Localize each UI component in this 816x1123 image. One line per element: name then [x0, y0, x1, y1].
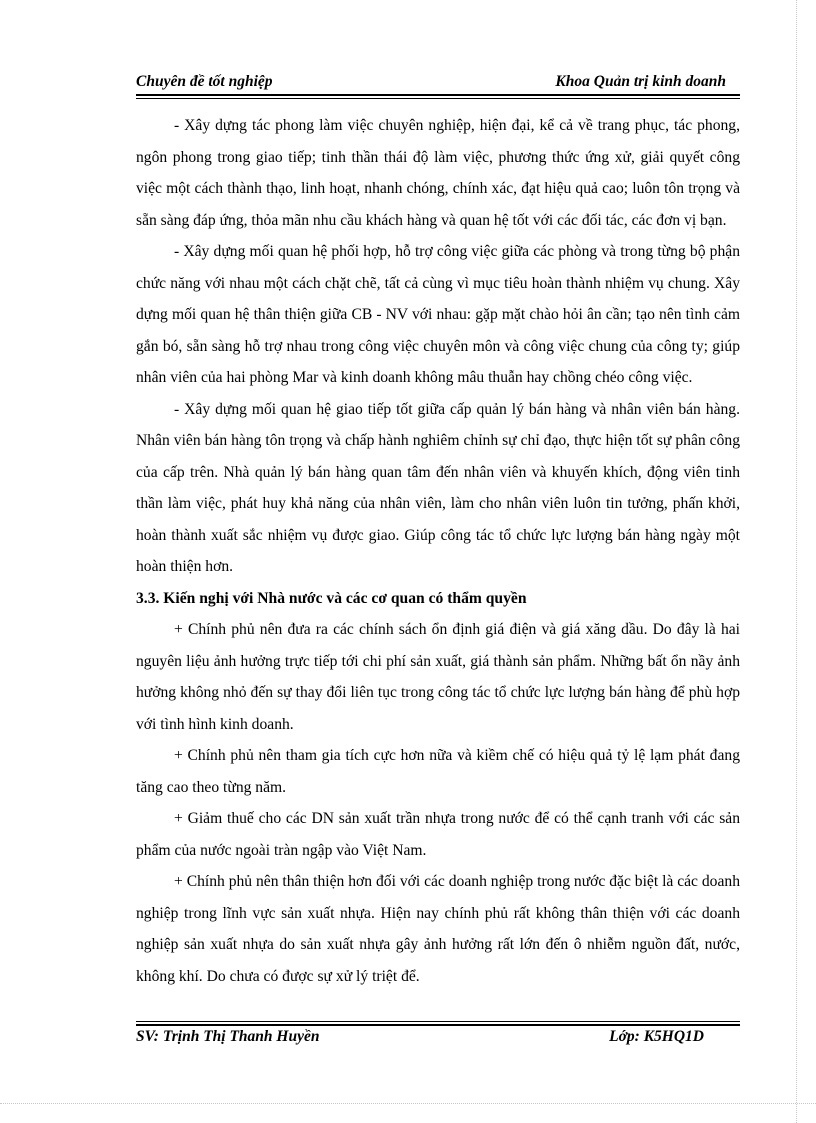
paragraph-work-style: - Xây dựng tác phong làm việc chuyên nghiệp, hiện đại, kể cả về trang phục, tác phong, ngôn phong trong giao tiếp; tinh thần thái độ làm việc, phương thức ứng xử, giải quyết công việc một cách thành thạo, linh hoạt, nhanh chóng, chính xác, đạt hiệu quả cao; luôn tôn trọng và sẵn sàng đáp ứng, thỏa mãn nhu cầu khách hàng và quan hệ tốt với các đối tác, các đơn vị bạn. [136, 117, 740, 229]
paragraph-inflation: + Chính phủ nên tham gia tích cực hơn nữa và kiềm chế có hiệu quả tỷ lệ lạm phát đang tăng cao theo từng năm. [136, 747, 740, 796]
header-rule [136, 94, 740, 96]
page-footer [136, 1028, 740, 1050]
header-faculty: Khoa Quản trị kinh doanh [555, 73, 726, 90]
header-thesis-title: Chuyên đề tốt nghiệp [136, 73, 273, 90]
footer-rule [136, 1024, 740, 1026]
paragraph-government-support: + Chính phủ nên thân thiện hơn đối với các doanh nghiệp trong nước đặc biệt là các doanh nghiệp trong lĩnh vực sản xuất nhựa. Hiện nay chính phủ rất không thân thiện với các doanh nghiệp sản xuất nhựa do sản xuất nhựa gây ảnh hưởng rất lớn đến ô nhiễm nguồn đất, nước, không khí. Do chưa có được sự xử lý triệt để. [136, 873, 740, 985]
page-body [136, 110, 740, 992]
header-rule-thin [136, 98, 740, 99]
paragraph-cooperation: - Xây dựng mối quan hệ phối hợp, hỗ trợ công việc giữa các phòng và trong từng bộ phận chức năng với nhau một cách chặt chẽ, tất cả cùng vì mục tiêu hoàn thành nhiệm vụ chung. Xây dựng mối quan hệ thân thiện giữa CB - NV với nhau: gặp mặt chào hỏi ân cần; tạo nên tình cảm gắn bó, sẵn sàng hỗ trợ nhau trong công việc chuyên môn và công việc chung của công ty; giúp nhân viên của hai phòng Mar và kinh doanh không mâu thuẫn hay chồng chéo công việc. [136, 243, 740, 386]
footer-class: Lớp: K5HQ1D [609, 1028, 704, 1045]
paragraph-communication: - Xây dựng mối quan hệ giao tiếp tốt giữa cấp quản lý bán hàng và nhân viên bán hàng. Nhân viên bán hàng tôn trọng và chấp hành nghiêm chỉnh sự chỉ đạo, thực hiện tốt sự phân công của cấp trên. Nhà quản lý bán hàng quan tâm đến nhân viên và khuyến khích, động viên tinh thần làm việc, phát huy khả năng của nhân viên, làm cho nhân viên luôn tin tưởng, phấn khởi, hoàn thành xuất sắc nhiệm vụ được giao. Giúp công tác tổ chức lực lượng bán hàng ngày một hoàn thiện hơn. [136, 400, 740, 575]
page-header [136, 71, 740, 95]
paragraph-price-policy: + Chính phủ nên đưa ra các chính sách ổn định giá điện và giá xăng dầu. Do đây là hai nguyên liệu ảnh hưởng trực tiếp tới chi phí sản xuất, giá thành sản phẩm. Những bất ổn nầy ảnh hưởng không nhỏ đến sự thay đổi liên tục trong công tác tổ chức lực lượng bán hàng để phù hợp với tình hình kinh doanh. [136, 621, 740, 733]
footer-rule-thin [136, 1021, 740, 1022]
paragraph-tax: + Giảm thuế cho các DN sản xuất trần nhựa trong nước để có thể cạnh tranh với các sản phẩm của nước ngoài tràn ngập vào Việt Nam. [136, 810, 740, 859]
section-heading: 3.3. Kiến nghị với Nhà nước và các cơ quan có thẩm quyền [136, 589, 527, 607]
page-edge-right [796, 0, 797, 1123]
page-edge-bottom [0, 1103, 816, 1104]
footer-student-name: SV: Trịnh Thị Thanh Huyền [136, 1028, 320, 1045]
